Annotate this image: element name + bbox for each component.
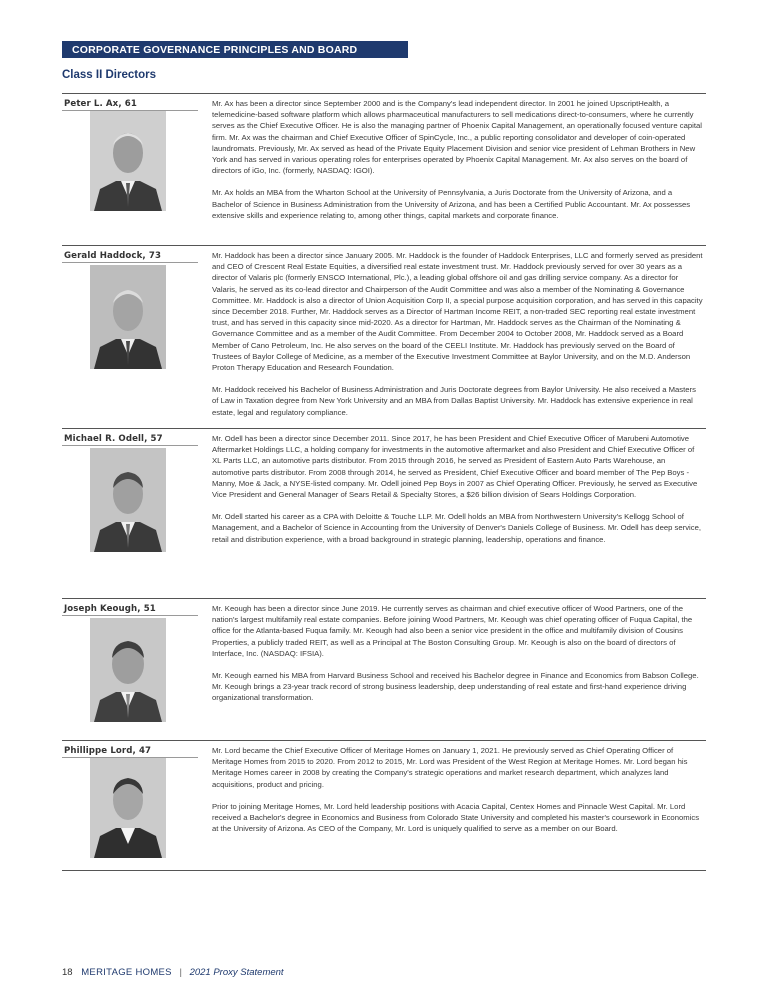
- page-number: 18: [62, 967, 73, 978]
- divider: [62, 615, 198, 616]
- director-name: Joseph Keough, 51: [64, 604, 156, 614]
- divider: [62, 262, 198, 263]
- director-name: Phillippe Lord, 47: [64, 746, 152, 756]
- director-photo: [90, 448, 166, 552]
- bio-paragraph: Mr. Keough has been a director since June 2019. He currently serves as chairman and chief executive officer of Wood Partners, one of the nation's largest multifamily real estate companies. Before joining Wood Partners, Mr. Keough was chief operating officer of Fuqua Capital, the office for the Atlanta-based Fuqua family. Mr. Keough had also been a senior vice president in the office and multifamily division of Cousins Properties, a publicly traded REIT, as well as a Principal at The Boston Consulting Group. Mr. Keough is also on the board of directors of Interface, Inc. (NASDAQ: IFSIA).: [212, 604, 693, 658]
- director-entry: [62, 740, 706, 868]
- director-bio: [212, 745, 704, 834]
- director-photo: [90, 111, 166, 211]
- director-name: Gerald Haddock, 73: [64, 251, 162, 261]
- section-banner: CORPORATE GOVERNANCE PRINCIPLES AND BOARD MATTERS: [62, 41, 408, 58]
- bio-paragraph: Mr. Odell started his career as a CPA with Deloitte & Touche LLP. Mr. Odell holds an MBA from Northwestern University's Kellogg School of Management, and a Bachelor of Science in Accounting from the University of Denver's Daniels College of Business. Mr. Odell has deep service, retail and distribution experience, with a broad background in strategic planning, leadership, operations and finance.: [212, 512, 702, 544]
- divider: [62, 870, 706, 871]
- director-entry: [62, 598, 706, 738]
- bio-paragraph: Mr. Haddock has been a director since January 2005. Mr. Haddock is the founder of Haddock Enterprises, LLC and formerly served as president and CEO of Crescent Real Estate Equities, a diversified real estate investment trust. Mr. Haddock previously served for over 30 years as a director of Valaris plc (formerly ENSCO International, Plc.), a leading global offshore oil and gas drilling service company. As a director for Valaris, he served as its co-lead director and Chairperson of the Audit Committee and was also a member of the Nominating & Governance Committee. Mr. Haddock is also a director of Union Acquisition Corp II, a special purpose acquisition corporation, and has served in this capacity since December 2018. Further, Mr. Haddock serves as a Director of Hartman Income REIT, a non-traded SEC reporting real estate investment trust, and has served in this capacity since mid-2020. As a director for Hartman, Mr. Haddock serves as the Chairman of the Nominating & Governance Committee and as a member of the Audit Committee. From December 2004 to October 2008, Mr. Haddock served as a Board Member of Cano Petroleum, Inc. He also serves on the board of the CEELI Institute. Mr. Haddock has previously served on the Board of Trustees of Baylor College of Medicine, as a member of the Executive Investment Committee at Baylor University, and on the M.D. Anderson Proton Therapy Education and Research Foundation.: [212, 251, 703, 373]
- divider: [62, 445, 198, 446]
- bio-paragraph: Mr. Ax has been a director since September 2000 and is the Company's lead independent director. In 2001 he joined UpscriptHealth, a telemedicine-based software platform which allows pharmaceutical manufacturers to sell medications direct-to-consumers, where he currently serves as the Chief Executive Officer. He is also the managing partner of Phoenix Capital Management, an operationally focused venture capital firm. Mr. Ax was the chairman and Chief Executive Officer of SpinCycle, Inc., a public reporting consolidator and developer of coin-operated laundromats. Previously, Mr. Ax served as head of the Private Equity Placement Division and senior vice president of Lehman Brothers in New York and has served in various operating roles for enterprises operated by Phoenix Capital Management. Mr. Ax also serves on the board of directors of iGo, Inc. (formerly, NASDAQ: IGOI).: [212, 99, 702, 176]
- bio-paragraph: Mr. Odell has been a director since December 2011. Since 2017, he has been President and Chief Executive Officer of Marubeni Automotive Aftermarket Holdings LLC, a holding company for investments in the automotive aftermarket and also President and Chief Executive Officer of XL Parts LLC, an automotive parts distributor. From 2015 through 2016, he served as President of Eastern Auto Parts Warehouse, an automotive parts distributor. From 2008 through 2014, he served as President, Chief Executive Officer and board member of The Pep Boys - Manny, Moe & Jack, a NYSE-listed company. Mr. Odell joined Pep Boys in 2007 as Chief Operating Officer. Previously, he served as Executive Vice President and General Manager of Sears Retail & Specialty Stores, a $26 billion division of Sears Holdings Corporation.: [212, 434, 698, 500]
- director-entry: [62, 93, 706, 241]
- page-footer: [62, 967, 284, 978]
- director-name: Peter L. Ax, 61: [64, 99, 137, 109]
- director-bio: [212, 603, 704, 704]
- director-name: Michael R. Odell, 57: [64, 434, 163, 444]
- director-entry: [62, 245, 706, 425]
- bio-paragraph: Mr. Lord became the Chief Executive Officer of Meritage Homes on January 1, 2021. He previously served as Chief Operating Officer of Meritage Homes from 2015 to 2020. From 2012 to 2015, Mr. Lord was President of the West Region at Meritage Homes. Mr. Lord began his Meritage Homes career in 2008 by creating the Company's strategic operations and market research department, which analyzes land acquisitions, product and pricing.: [212, 746, 688, 789]
- director-bio: [212, 98, 704, 221]
- bio-paragraph: Mr. Ax holds an MBA from the Wharton School at the University of Pennsylvania, a Juris Doctorate from the University of Arizona, and a Bachelor of Science in Business Administration from the University of Arizona, and has been a Certified Public Accountant. Mr. Ax possesses extensive skills and experience relating to, among other things, capital markets and corporate finance.: [212, 188, 691, 220]
- footer-separator: |: [179, 967, 182, 978]
- section-title: Class II Directors: [62, 69, 156, 81]
- director-entry: [62, 428, 706, 596]
- director-bio: [212, 250, 704, 418]
- footer-brand: MERITAGE HOMES: [81, 967, 172, 978]
- director-photo: [90, 758, 166, 858]
- bio-paragraph: Mr. Keough earned his MBA from Harvard Business School and received his Bachelor degree in Finance and Economics from Babson College. Mr. Keough brings a 23-year track record of strong business leadership, deep understanding of real estate and first-hand experience driving organizational transformation.: [212, 671, 699, 703]
- director-photo: [90, 618, 166, 722]
- director-bio: [212, 433, 704, 545]
- bio-paragraph: Mr. Haddock received his Bachelor of Business Administration and Juris Doctorate degrees from Baylor University. He also received a Masters of Law in Taxation degree from New York University and an MBA from Dallas Baptist University. Mr. Haddock has extensive experience in real estate, legal and regulatory compliance.: [212, 385, 696, 417]
- director-photo: [90, 265, 166, 369]
- bio-paragraph: Prior to joining Meritage Homes, Mr. Lord held leadership positions with Acacia Capital, Centex Homes and Pinnacle West Capital. Mr. Lord received a Bachelor's degree in Economics and Business from Colorado State University and completed his master's coursework in Economics at the University of Arizona. As CEO of the Company, Mr. Lord is uniquely qualified to serve as a member on our Board.: [212, 801, 700, 834]
- footer-document-title: 2021 Proxy Statement: [189, 967, 284, 978]
